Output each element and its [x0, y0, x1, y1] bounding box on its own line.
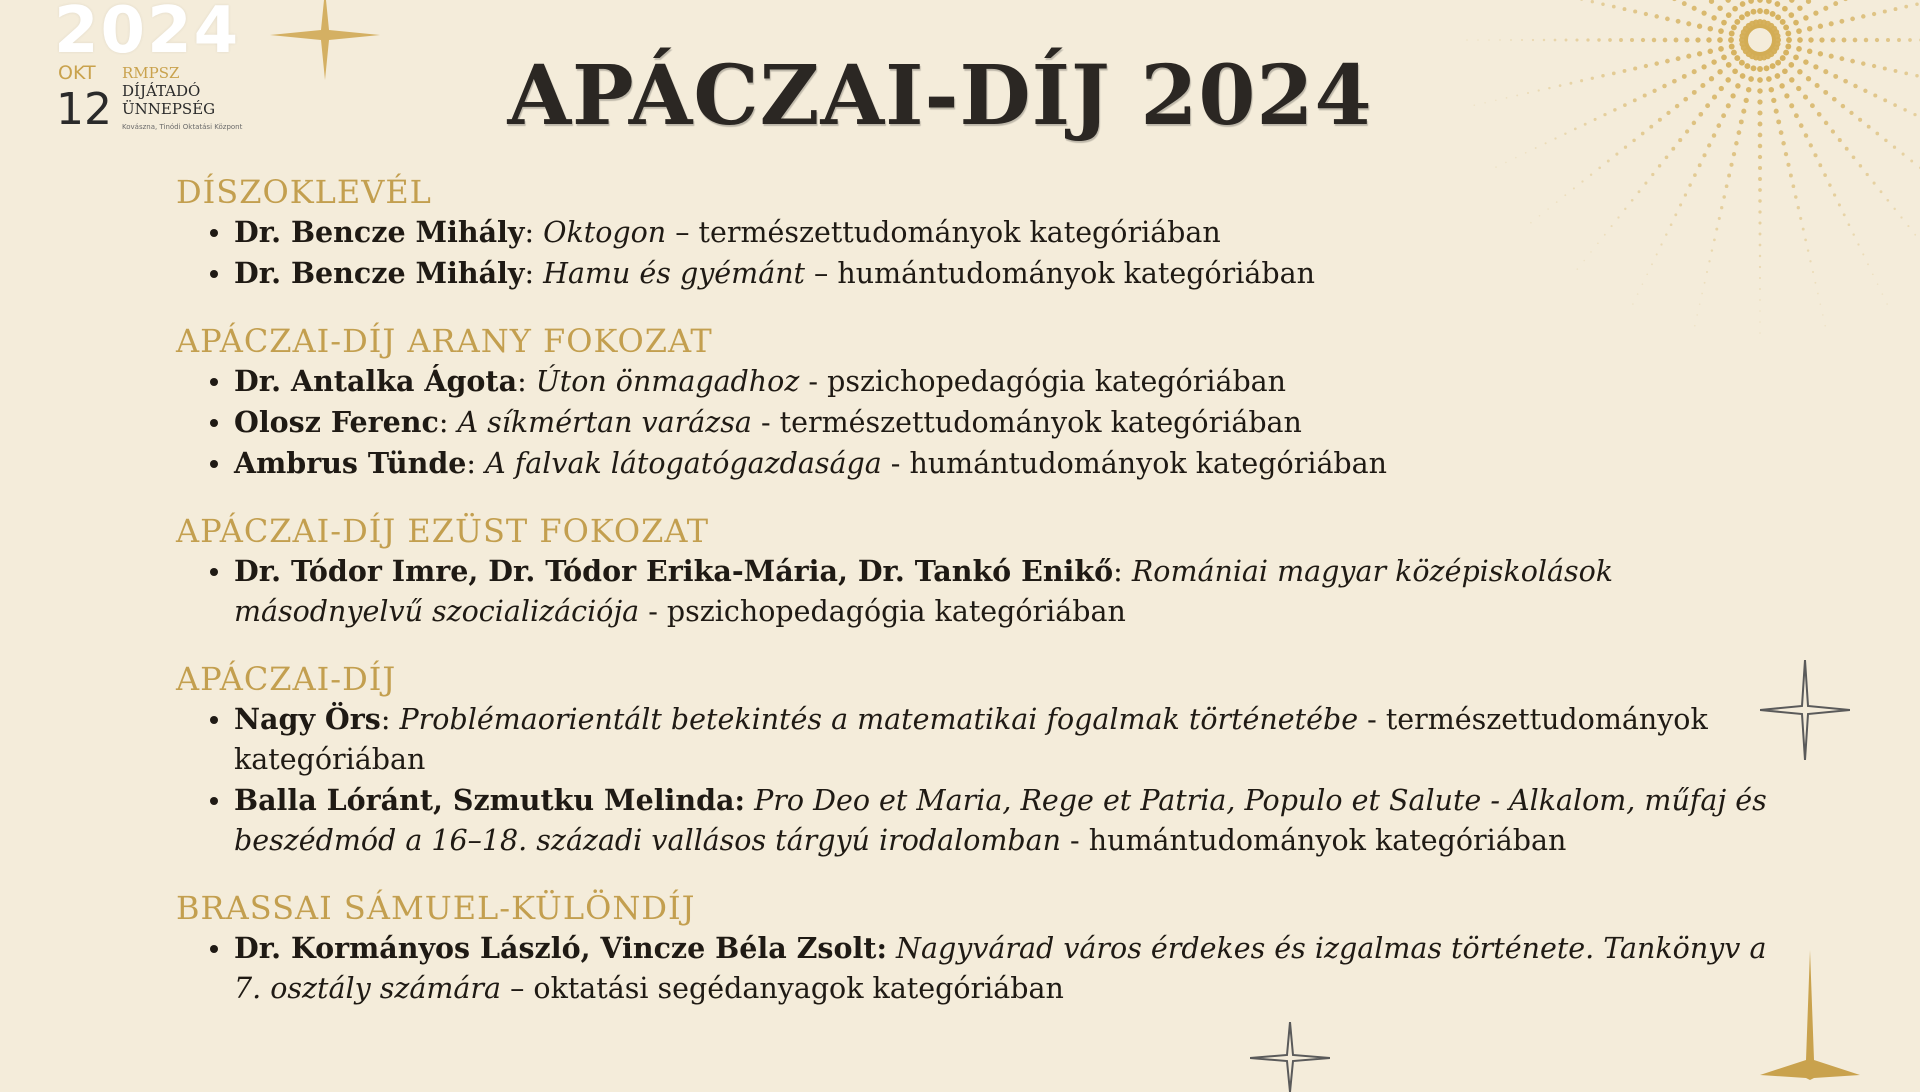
- list-item: [176, 361, 1776, 402]
- awardee-name: Dr. Antalka Ágota: [234, 364, 518, 398]
- separator: [745, 784, 754, 817]
- logo-month: OKT: [58, 62, 96, 84]
- work-title: Oktogon: [543, 216, 667, 249]
- awardee-name: Balla Lóránt, Szmutku Melinda:: [234, 783, 746, 817]
- awardee-name: Nagy Örs: [234, 702, 381, 736]
- award-list: [176, 172, 1776, 1036]
- award-items: [176, 361, 1776, 484]
- logo-line-1: RMPSZ: [122, 64, 180, 82]
- award-category: - humántudományok kategóriában: [881, 447, 1388, 480]
- separator: :: [524, 216, 544, 249]
- awardee-name: Dr. Kormányos László, Vincze Béla Zsolt:: [234, 931, 887, 965]
- award-category: - pszichopedagógia kategóriában: [639, 595, 1126, 628]
- award-category: - természettudományok kategóriában: [751, 406, 1302, 439]
- work-title: Nagyvárad város érdekes és izgalmas története. Tankönyv a 7. osztály számára: [234, 932, 1767, 1005]
- separator: :: [438, 406, 458, 439]
- award-section: [176, 172, 1776, 294]
- award-items: [176, 551, 1776, 632]
- page-title: APÁCZAI-DÍJ 2024: [507, 48, 1373, 144]
- award-category: - humántudományok kategóriában: [1061, 824, 1567, 857]
- award-category: – természettudományok kategóriában: [666, 216, 1221, 249]
- separator: :: [466, 447, 486, 480]
- list-item: [176, 402, 1776, 443]
- work-title: A síkmértan varázsa: [457, 406, 752, 439]
- awardee-name: Ambrus Tünde: [234, 446, 467, 480]
- logo-day: 12: [56, 84, 112, 135]
- list-item: [176, 780, 1776, 861]
- work-title: Pro Deo et Maria, Rege et Patria, Populo et Salute - Alkalom, műfaj és beszédmód a 16–18. századi vallásos tárgyú irodalomban: [234, 784, 1767, 857]
- section-heading: APÁCZAI-DÍJ ARANY FOKOZAT: [176, 322, 713, 360]
- list-item: [176, 551, 1776, 632]
- award-items: [176, 928, 1776, 1009]
- list-item: [176, 212, 1776, 253]
- logo-line-3: ÜNNEPSÉG: [122, 100, 216, 118]
- section-heading: APÁCZAI-DÍJ EZÜST FOKOZAT: [176, 512, 710, 550]
- award-category: - természettudományok kategóriában: [234, 703, 1708, 776]
- work-title: Romániai magyar középiskolások másodnyelvű szocializációja: [234, 555, 1614, 628]
- work-title: Problémaorientált betekintés a matematikai fogalmak történetébe: [399, 703, 1359, 736]
- work-title: Hamu és gyémánt: [543, 257, 805, 290]
- work-title: A falvak látogatógazdasága: [485, 447, 882, 480]
- award-section: [176, 511, 1776, 632]
- award-section: [176, 321, 1776, 484]
- list-item: [176, 928, 1776, 1009]
- list-item: [176, 699, 1776, 780]
- award-section: [176, 888, 1776, 1009]
- section-heading: APÁCZAI-DÍJ: [176, 660, 397, 698]
- award-section: [176, 659, 1776, 861]
- separator: :: [524, 257, 544, 290]
- logo-line-2: DÍJÁTADÓ: [122, 82, 201, 100]
- separator: [887, 932, 896, 965]
- section-heading: BRASSAI SÁMUEL-KÜLÖNDÍJ: [176, 889, 696, 927]
- awardee-name: Dr. Tódor Imre, Dr. Tódor Erika-Mária, Dr. Tankó Enikő: [234, 554, 1114, 588]
- section-heading: DÍSZOKLEVÉL: [176, 173, 432, 211]
- award-category: - pszichopedagógia kategóriában: [799, 365, 1287, 398]
- separator: :: [517, 365, 536, 398]
- awardee-name: Dr. Bencze Mihály: [234, 215, 525, 249]
- logo-line-4: Kovászna, Tinódi Oktatási Központ: [122, 123, 243, 131]
- work-title: Úton önmagadhoz: [535, 365, 800, 398]
- award-category: – humántudományok kategóriában: [805, 257, 1315, 290]
- award-category: – oktatási segédanyagok kategóriában: [501, 972, 1064, 1005]
- awardee-name: Olosz Ferenc: [234, 405, 439, 439]
- awardee-name: Dr. Bencze Mihály: [234, 256, 525, 290]
- separator: :: [380, 703, 400, 736]
- logo-year: 2024: [54, 0, 241, 68]
- list-item: [176, 253, 1776, 294]
- award-items: [176, 699, 1776, 861]
- separator: :: [1113, 555, 1132, 588]
- list-item: [176, 443, 1776, 484]
- award-items: [176, 212, 1776, 294]
